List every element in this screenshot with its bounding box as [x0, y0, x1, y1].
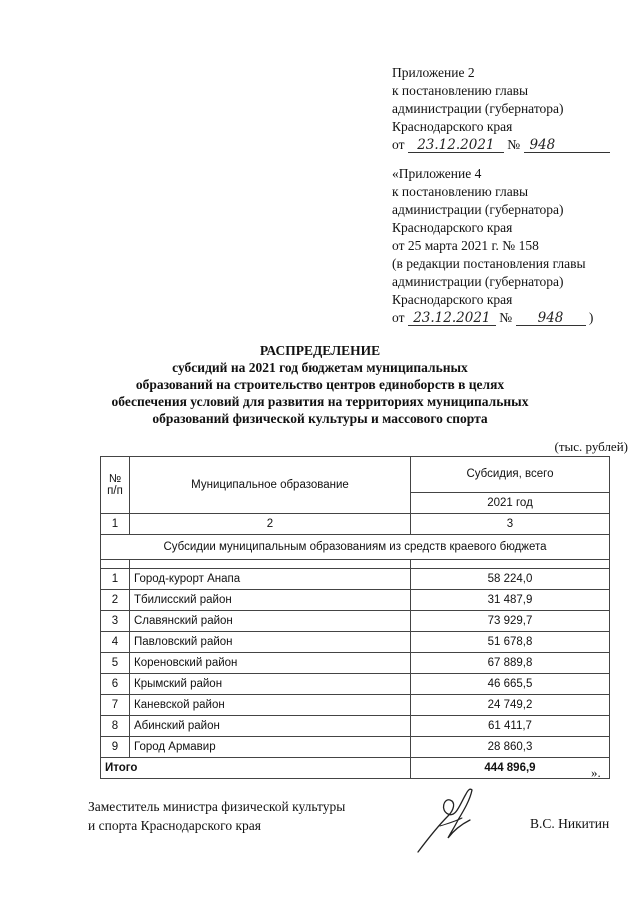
- signatory-name: В.С. Никитин: [530, 816, 610, 831]
- appendix-4-line7: администрации (губернатора): [392, 274, 564, 289]
- table-row: [101, 674, 610, 695]
- appendix-4-header: [392, 165, 593, 327]
- appendix-4-number-label: №: [499, 310, 513, 325]
- table-row: [101, 695, 610, 716]
- appendix-4-line3: администрации (губернатора): [392, 202, 564, 217]
- appendix-4-date: 23.12.2021: [408, 311, 496, 326]
- row-value: 24 749,2: [411, 695, 610, 716]
- header-subsidy: Субсидия, всего: [411, 457, 610, 493]
- appendix-4-number: 948: [516, 311, 586, 326]
- row-name: Павловский район: [130, 632, 411, 653]
- row-num: 2: [101, 590, 130, 611]
- total-value: 444 896,9: [411, 758, 610, 779]
- table-row: [101, 569, 610, 590]
- title-line1: субсидий на 2021 год бюджетам муниципальных: [172, 360, 468, 375]
- row-name: Город Армавир: [130, 737, 411, 758]
- appendix-2-line4: Краснодарского края: [392, 119, 513, 134]
- appendix-2-line2: к постановлению главы: [392, 83, 529, 98]
- row-value: 58 224,0: [411, 569, 610, 590]
- table-row: [101, 611, 610, 632]
- title-line4: образований физической культуры и массового спорта: [152, 411, 488, 426]
- row-num: 6: [101, 674, 130, 695]
- col-index-2: 2: [130, 514, 411, 535]
- col-index-3: 3: [411, 514, 610, 535]
- row-num: 8: [101, 716, 130, 737]
- appendix-2-number: 948: [524, 138, 610, 153]
- appendix-2-line1: Приложение 2: [392, 65, 475, 80]
- title-line2: образований на строительство центров единоборств в целях: [135, 377, 505, 392]
- row-num: 4: [101, 632, 130, 653]
- row-name: Кореновский район: [130, 653, 411, 674]
- row-num: 9: [101, 737, 130, 758]
- table-row: [101, 737, 610, 758]
- signatory-position-line1: Заместитель министра физической культуры: [88, 799, 346, 814]
- appendix-4-line8: Краснодарского края: [392, 292, 513, 307]
- table-row: [101, 590, 610, 611]
- header-year: 2021 год: [411, 492, 610, 513]
- row-name: Абинский район: [130, 716, 411, 737]
- row-num: 3: [101, 611, 130, 632]
- section-title: Субсидии муниципальным образованиям из средств краевого бюджета: [101, 535, 610, 560]
- spacer-cell: [411, 560, 610, 569]
- row-value: 46 665,5: [411, 674, 610, 695]
- appendix-4-date-line: [392, 309, 593, 327]
- table-header-row: [101, 457, 610, 493]
- row-value: 31 487,9: [411, 590, 610, 611]
- table-row: [101, 716, 610, 737]
- appendix-4-from-label: от: [392, 310, 405, 325]
- row-name: Тбилисский район: [130, 590, 411, 611]
- row-value: 51 678,8: [411, 632, 610, 653]
- table-row: [101, 653, 610, 674]
- spacer-cell: [101, 560, 130, 569]
- total-row: [101, 758, 610, 779]
- appendix-2-from-label: от: [392, 137, 405, 152]
- row-name: Славянский район: [130, 611, 411, 632]
- column-index-row: [101, 514, 610, 535]
- section-row: [101, 535, 610, 560]
- row-name: Каневской район: [130, 695, 411, 716]
- units-label: (тыс. рублей): [554, 439, 628, 454]
- header-num: № п/п: [101, 457, 130, 514]
- spacer-cell: [130, 560, 411, 569]
- appendix-2-number-label: №: [507, 137, 521, 152]
- row-value: 28 860,3: [411, 737, 610, 758]
- header-name: Муниципальное образование: [130, 457, 411, 514]
- appendix-2-date-line: [392, 136, 610, 154]
- subsidy-table: [100, 456, 610, 779]
- handwritten-signature: [410, 780, 490, 860]
- signatory-position: [88, 797, 345, 835]
- spacer-row: [101, 560, 610, 569]
- table-row: [101, 632, 610, 653]
- closing-quote: ».: [591, 765, 601, 780]
- title-line3: обеспечения условий для развития на территориях муниципальных: [111, 394, 529, 409]
- appendix-4-line1: «Приложение 4: [392, 166, 482, 181]
- row-num: 1: [101, 569, 130, 590]
- row-name: Крымский район: [130, 674, 411, 695]
- total-label: Итого: [101, 758, 411, 779]
- appendix-2-header: [392, 64, 610, 154]
- row-value: 61 411,7: [411, 716, 610, 737]
- row-value: 67 889,8: [411, 653, 610, 674]
- document-title: [80, 342, 560, 427]
- appendix-4-line5: от 25 марта 2021 г. № 158: [392, 238, 539, 253]
- appendix-4-line6: (в редакции постановления главы: [392, 256, 586, 271]
- appendix-2-date: 23.12.2021: [408, 138, 504, 153]
- col-index-1: 1: [101, 514, 130, 535]
- row-num: 5: [101, 653, 130, 674]
- appendix-4-close-paren: ): [588, 310, 594, 325]
- row-name: Город-курорт Анапа: [130, 569, 411, 590]
- signatory-position-line2: и спорта Краснодарского края: [88, 818, 261, 833]
- row-value: 73 929,7: [411, 611, 610, 632]
- appendix-2-line3: администрации (губернатора): [392, 101, 564, 116]
- row-num: 7: [101, 695, 130, 716]
- appendix-4-line4: Краснодарского края: [392, 220, 513, 235]
- title-heading: РАСПРЕДЕЛЕНИЕ: [259, 343, 381, 358]
- appendix-4-line2: к постановлению главы: [392, 184, 529, 199]
